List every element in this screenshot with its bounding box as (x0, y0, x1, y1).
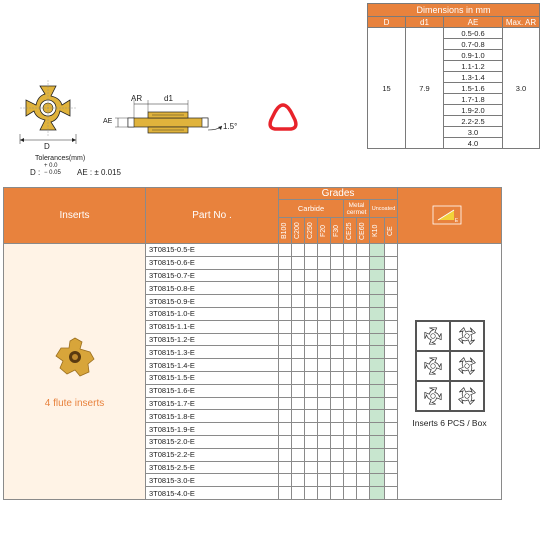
part-number: 3T0815-2.5-E (146, 461, 279, 474)
grade-cell (305, 397, 318, 410)
grade-cell (357, 359, 370, 372)
grade-column-header (318, 218, 331, 244)
grade-cell (370, 320, 385, 333)
grade-cell (344, 256, 357, 269)
grade-cell (357, 435, 370, 448)
grade-cell (305, 269, 318, 282)
insert-outline-icon (457, 356, 477, 376)
header-icon-cell (398, 188, 502, 244)
dim-value-ae: 0.7-0.8 (444, 39, 503, 50)
grade-cell (357, 423, 370, 436)
header-part-no: Part No . (146, 188, 279, 244)
grade-cell (305, 244, 318, 257)
grade-cell (331, 295, 344, 308)
grade-cell (385, 295, 398, 308)
label-ar: AR (131, 94, 143, 103)
insert-drawing (0, 70, 250, 185)
dim-value-ae: 1.9-2.0 (444, 105, 503, 116)
grade-cell (331, 269, 344, 282)
grade-cell (279, 244, 292, 257)
grade-column-header (385, 218, 398, 244)
grade-cell (344, 487, 357, 500)
grade-cell (318, 371, 331, 384)
grade-cell (357, 256, 370, 269)
tolerances-title: Tolerances(mm) (35, 155, 86, 162)
grade-cell (385, 448, 398, 461)
grade-cell (357, 410, 370, 423)
part-number: 3T0815-0.6-E (146, 256, 279, 269)
grade-column-header (305, 218, 318, 244)
grade-column-label: C200 (294, 222, 301, 239)
tol-d-minus: − 0.05 (44, 170, 61, 176)
grade-cell (318, 397, 331, 410)
insert-outline-icon (423, 356, 443, 376)
grade-cell (292, 461, 305, 474)
grade-cell (331, 487, 344, 500)
grade-cell (385, 461, 398, 474)
grade-cell (305, 371, 318, 384)
grade-cell (292, 346, 305, 359)
grade-cell (357, 333, 370, 346)
grade-cell (318, 269, 331, 282)
part-number: 3T0815-1.6-E (146, 384, 279, 397)
grade-cell (279, 397, 292, 410)
grade-cell (344, 423, 357, 436)
grade-cell (331, 371, 344, 384)
grade-cell (279, 384, 292, 397)
tol-d-plus: + 0.0 (44, 163, 58, 169)
part-number: 3T0815-1.2-E (146, 333, 279, 346)
grade-cell (357, 295, 370, 308)
grade-cell (357, 307, 370, 320)
grade-cell (279, 256, 292, 269)
grade-cell (331, 461, 344, 474)
grade-cell (305, 384, 318, 397)
grade-cell (344, 295, 357, 308)
grade-cell (357, 282, 370, 295)
grade-cell (357, 244, 370, 257)
dim-value-ae: 4.0 (444, 138, 503, 149)
insert-image-cell (4, 244, 146, 500)
grade-cell (331, 359, 344, 372)
grade-cell (292, 435, 305, 448)
grade-cell (370, 487, 385, 500)
part-number: 3T0815-1.9-E (146, 423, 279, 436)
grade-cell (331, 474, 344, 487)
grade-cell (385, 410, 398, 423)
group-uncoated: Uncoated (370, 200, 398, 218)
grade-cell (344, 384, 357, 397)
grade-cell (292, 269, 305, 282)
dim-value-ae: 0.9-1.0 (444, 50, 503, 61)
grade-cell (385, 384, 398, 397)
grade-cell (385, 474, 398, 487)
grade-cell (357, 461, 370, 474)
grade-cell (370, 359, 385, 372)
insert-side-view (128, 112, 208, 133)
grade-cell (318, 256, 331, 269)
grade-cell (385, 333, 398, 346)
grade-cell (357, 474, 370, 487)
box-grid (415, 320, 485, 412)
grade-cell (279, 448, 292, 461)
grade-cell (279, 461, 292, 474)
grade-cell (292, 474, 305, 487)
insert-outline-icon (457, 326, 477, 346)
grade-cell (331, 423, 344, 436)
dimensions-body (368, 28, 540, 149)
grade-cell (331, 333, 344, 346)
grade-cell (385, 397, 398, 410)
grade-cell (344, 244, 357, 257)
grade-cell (331, 410, 344, 423)
grade-cell (344, 282, 357, 295)
grade-column-header (344, 218, 357, 244)
insert-slot (450, 321, 484, 351)
tol-d-label: D : (30, 168, 41, 177)
part-number: 3T0815-1.8-E (146, 410, 279, 423)
grade-cell (331, 282, 344, 295)
profile-warning-icon (267, 102, 299, 132)
grade-cell (331, 320, 344, 333)
insert-slot (416, 381, 450, 411)
grade-column-label: CE (387, 225, 394, 236)
grade-cell (292, 384, 305, 397)
grade-cell (331, 435, 344, 448)
grade-cell (344, 461, 357, 474)
grade-cell (370, 346, 385, 359)
grade-cell (357, 371, 370, 384)
grade-cell (292, 359, 305, 372)
part-number: 3T0815-2.2-E (146, 448, 279, 461)
grade-cell (370, 448, 385, 461)
grade-cell (370, 474, 385, 487)
grade-cell (279, 371, 292, 384)
table-row (4, 244, 502, 257)
insert-slot (416, 321, 450, 351)
grade-cell (292, 307, 305, 320)
grade-column-header (292, 218, 305, 244)
grade-cell (370, 423, 385, 436)
grade-cell (370, 244, 385, 257)
grade-cell (370, 256, 385, 269)
part-number: 3T0815-1.1-E (146, 320, 279, 333)
part-number: 3T0815-1.3-E (146, 346, 279, 359)
label-d: D (44, 142, 50, 151)
grade-column-header (357, 218, 370, 244)
dim-value-d1: 7.9 (406, 28, 444, 149)
insert-outline-icon (423, 326, 443, 346)
insert-slot (416, 351, 450, 381)
grade-cell (331, 448, 344, 461)
grade-cell (357, 487, 370, 500)
grade-cell (385, 282, 398, 295)
part-number: 3T0815-1.4-E (146, 359, 279, 372)
dim-value-ae: 1.5-1.6 (444, 83, 503, 94)
box-label: Inserts 6 PCS / Box (412, 418, 487, 429)
grade-cell (370, 384, 385, 397)
grade-cell (331, 256, 344, 269)
grade-cell (357, 384, 370, 397)
grade-cell (385, 269, 398, 282)
grade-column-label: F20 (320, 224, 327, 237)
dim-header-ae: AE (444, 17, 503, 28)
grade-cell (318, 333, 331, 346)
label-ae: AE (103, 118, 113, 125)
grade-cell (279, 359, 292, 372)
grade-cell (292, 295, 305, 308)
grade-cell (318, 307, 331, 320)
grade-cell (305, 307, 318, 320)
grade-cell (331, 307, 344, 320)
inserts-body (4, 244, 502, 500)
grade-cell (318, 461, 331, 474)
label-d1: d1 (164, 94, 173, 103)
grade-cell (305, 333, 318, 346)
grade-cell (357, 320, 370, 333)
grade-cell (318, 346, 331, 359)
grade-cell (385, 307, 398, 320)
grade-cell (344, 474, 357, 487)
grade-column-label: CE25 (346, 221, 353, 240)
dim-value-ae: 1.1-1.2 (444, 61, 503, 72)
part-number: 3T0815-1.5-E (146, 371, 279, 384)
inserts-table (3, 187, 502, 500)
grade-cell (385, 346, 398, 359)
grade-cell (370, 410, 385, 423)
grade-cell (279, 307, 292, 320)
part-number: 3T0815-3.0-E (146, 474, 279, 487)
grade-cell (305, 410, 318, 423)
dim-value-max-ar: 3.0 (503, 28, 540, 149)
header-grades: Grades (279, 188, 398, 200)
grade-cell (344, 371, 357, 384)
grade-cell (344, 333, 357, 346)
dim-value-ae: 1.3-1.4 (444, 72, 503, 83)
grade-cell (331, 384, 344, 397)
grade-cell (292, 282, 305, 295)
grade-column-label: C250 (307, 222, 314, 239)
grade-cell (357, 448, 370, 461)
grade-column-header (279, 218, 292, 244)
grade-cell (292, 320, 305, 333)
grade-cell (344, 397, 357, 410)
grade-cell (318, 320, 331, 333)
cutting-edge-icon-label: E (454, 217, 459, 224)
grade-cell (305, 487, 318, 500)
dim-header-max-ar: Max. AR (503, 17, 540, 28)
part-number: 3T0815-0.7-E (146, 269, 279, 282)
insert-slot (450, 351, 484, 381)
grade-cell (344, 448, 357, 461)
grade-cell (305, 359, 318, 372)
grade-cell (305, 320, 318, 333)
grade-cell (331, 397, 344, 410)
grade-cell (292, 371, 305, 384)
grade-cell (292, 333, 305, 346)
grade-cell (305, 423, 318, 436)
grade-cell (318, 487, 331, 500)
grade-column-header (370, 218, 385, 244)
grade-cell (292, 397, 305, 410)
grade-cell (318, 384, 331, 397)
grade-cell (292, 410, 305, 423)
grade-cell (370, 282, 385, 295)
grade-cell (370, 371, 385, 384)
grade-cell (305, 346, 318, 359)
grade-cell (279, 487, 292, 500)
grade-cell (318, 435, 331, 448)
part-number: 3T0815-0.8-E (146, 282, 279, 295)
grade-cell (385, 371, 398, 384)
grade-cell (305, 474, 318, 487)
grade-cell (279, 435, 292, 448)
grade-cell (385, 435, 398, 448)
grade-cell (305, 282, 318, 295)
part-number: 3T0815-2.0-E (146, 435, 279, 448)
dimensions-caption: Dimensions in mm (368, 4, 540, 17)
grade-cell (385, 359, 398, 372)
grade-cell (292, 244, 305, 257)
insert-outline-icon (423, 386, 443, 406)
grade-cell (305, 295, 318, 308)
grade-cell (344, 359, 357, 372)
label-angle: 1.5° (223, 122, 238, 131)
dim-header-d: D (368, 17, 406, 28)
part-number: 3T0815-1.7-E (146, 397, 279, 410)
header-inserts: Inserts (4, 188, 146, 244)
grade-cell (357, 346, 370, 359)
grade-cell (370, 295, 385, 308)
grade-cell (279, 320, 292, 333)
dim-value-ae: 3.0 (444, 127, 503, 138)
grade-cell (318, 295, 331, 308)
grade-cell (318, 244, 331, 257)
insert-front-view (20, 80, 76, 136)
grade-cell (344, 435, 357, 448)
insert-label: 4 flute inserts (44, 397, 105, 409)
grade-cell (318, 359, 331, 372)
grade-cell (318, 474, 331, 487)
tol-ae: AE : ± 0.015 (77, 168, 121, 177)
grade-cell (370, 435, 385, 448)
grade-cell (318, 410, 331, 423)
grade-cell (279, 333, 292, 346)
grade-cell (292, 448, 305, 461)
grade-cell (385, 320, 398, 333)
grade-cell (357, 269, 370, 282)
grade-cell (305, 256, 318, 269)
dim-value-ae: 1.7-1.8 (444, 94, 503, 105)
grade-cell (344, 320, 357, 333)
part-number: 3T0815-4.0-E (146, 487, 279, 500)
grade-cell (385, 244, 398, 257)
grade-cell (279, 295, 292, 308)
part-number: 3T0815-0.9-E (146, 295, 279, 308)
grade-column-label: B100 (281, 222, 288, 239)
group-carbide: Carbide (279, 200, 344, 218)
grade-cell (292, 256, 305, 269)
grade-column-label: F30 (333, 224, 340, 237)
grade-cell (370, 307, 385, 320)
grade-cell (357, 397, 370, 410)
dim-value-ae: 2.2-2.5 (444, 116, 503, 127)
grade-cell (279, 282, 292, 295)
part-number: 3T0815-0.5-E (146, 244, 279, 257)
grade-column-header (331, 218, 344, 244)
dim-header-d1: d1 (406, 17, 444, 28)
grade-cell (370, 333, 385, 346)
grade-cell (331, 244, 344, 257)
grade-column-label: K10 (372, 224, 379, 237)
part-number: 3T0815-1.0-E (146, 307, 279, 320)
grade-cell (385, 423, 398, 436)
dim-value-d: 15 (368, 28, 406, 149)
grade-cell (279, 269, 292, 282)
grade-cell (385, 256, 398, 269)
grade-cell (385, 487, 398, 500)
grade-cell (305, 461, 318, 474)
insert-outline-icon (457, 386, 477, 406)
dimensions-table (367, 3, 540, 149)
grade-cell (279, 346, 292, 359)
grade-cell (370, 269, 385, 282)
grade-cell (370, 461, 385, 474)
grade-cell (279, 474, 292, 487)
grade-cell (344, 269, 357, 282)
grade-column-label: CE60 (359, 221, 366, 240)
grade-cell (318, 423, 331, 436)
box-info-cell (398, 244, 502, 500)
group-metal-cermet: Metal cermet (344, 200, 370, 218)
dim-value-ae: 0.5-0.6 (444, 28, 503, 39)
grade-cell (279, 423, 292, 436)
grade-cell (279, 410, 292, 423)
grade-cell (344, 410, 357, 423)
grade-cell (292, 487, 305, 500)
grade-cell (344, 307, 357, 320)
insert-slot (450, 381, 484, 411)
insert-photo (52, 334, 98, 380)
grade-cell (305, 448, 318, 461)
grade-cell (318, 448, 331, 461)
grade-cell (318, 282, 331, 295)
grade-cell (305, 435, 318, 448)
grade-cell (292, 423, 305, 436)
grade-cell (370, 397, 385, 410)
grade-cell (331, 346, 344, 359)
grade-cell (344, 346, 357, 359)
